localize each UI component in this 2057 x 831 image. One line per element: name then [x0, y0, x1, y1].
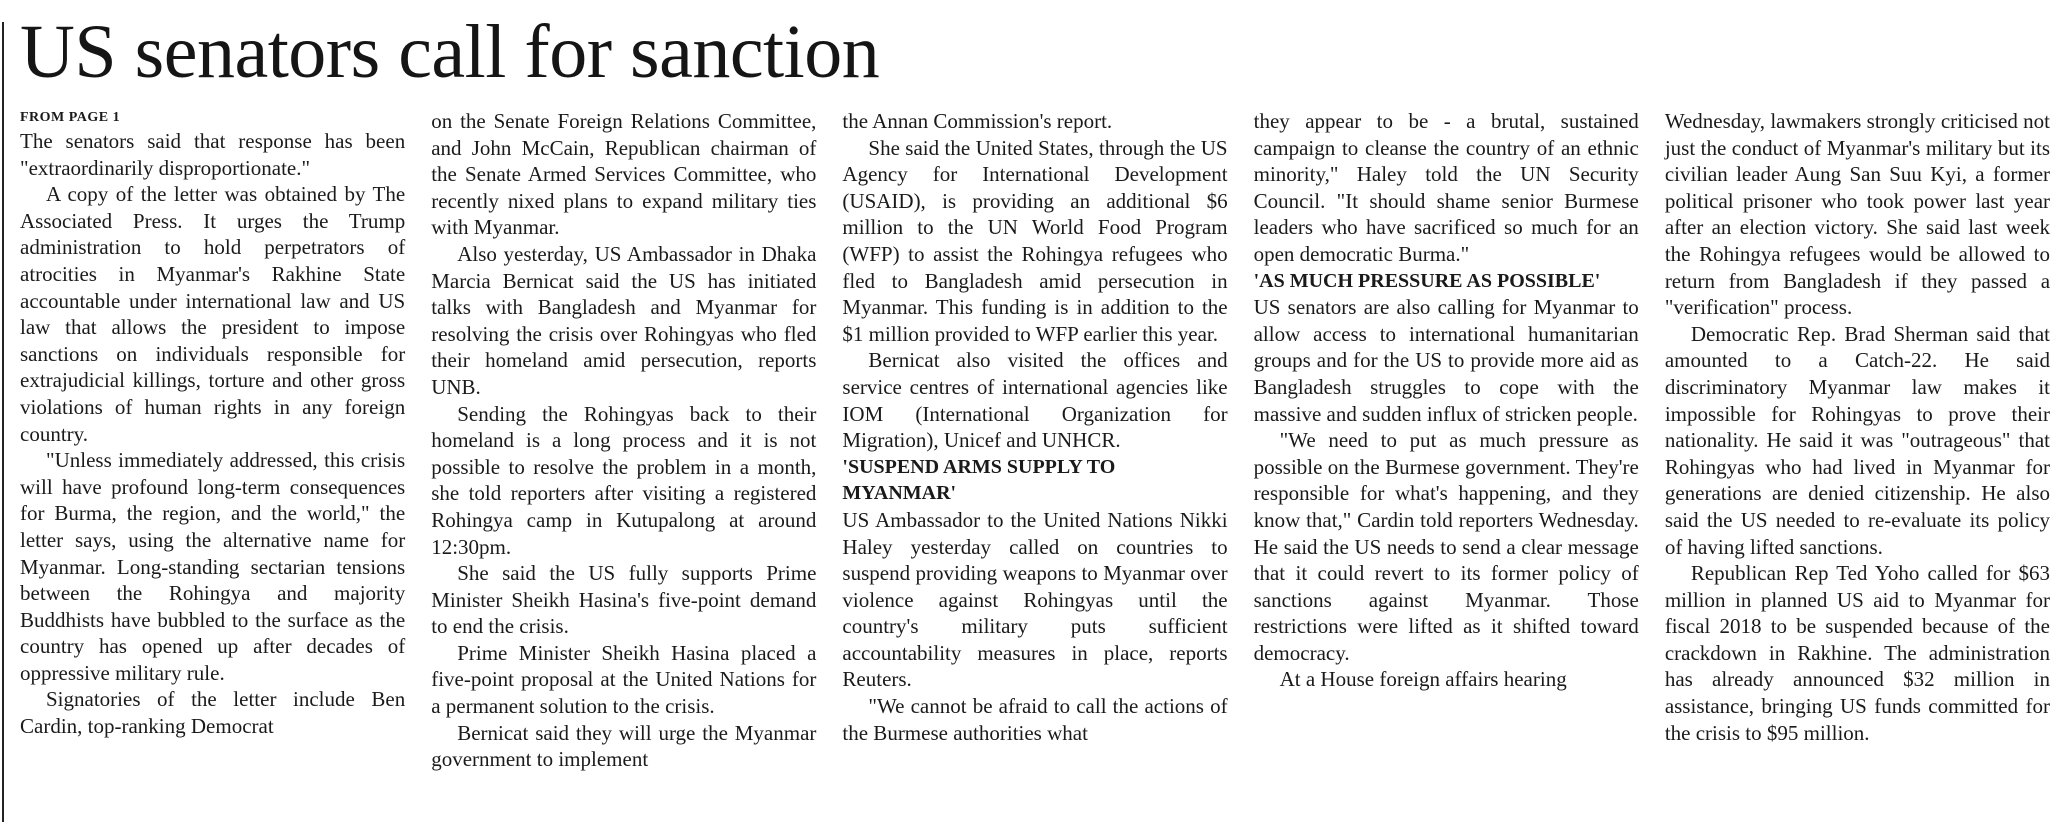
paragraph: She said the US fully supports Prime Minister Sheikh Hasina's five-point demand to end the crisis. [431, 561, 817, 639]
column-2 [431, 108, 816, 824]
paragraph: "We need to put as much pressure as possible on the Burmese government. They're responsible for what's happening, and they know that," Cardin told reporters Wednesday. He said the US needs to send a clear message that it could revert to its former policy of sanctions against Myanmar. Those restrictions were lifted as it shifted toward democracy. [1253, 428, 1639, 665]
column-1 [20, 108, 405, 824]
paragraph: Democratic Rep. Brad Sherman said that amounted to a Catch-22. He said discriminatory Myanmar law makes it impossible for Rohingyas to prove their nationality. He said it was "outrageous" that Rohingyas who had lived in Myanmar for generations are denied citizenship. He also said the US needed to re-evaluate its policy of having lifted sanctions. [1664, 321, 2051, 559]
paragraph: Republican Rep Ted Yoho called for $63 million in planned US aid to Myanmar for fiscal 2018 to be suspended because of the crackdown in Rakhine. The administration has already announced $32 million in assistance, bringing US funds committed for the crisis to $95 million. [1664, 561, 2051, 745]
column-3 [842, 108, 1227, 824]
paragraph: Prime Minister Sheikh Hasina placed a five-point proposal at the United Nations for a permanent solution to the crisis. [431, 640, 817, 719]
paragraph: Also yesterday, US Ambassador in Dhaka Marcia Bernicat said the US has initiated talks with Bangladesh and Myanmar for resolving the crisis over Rohingyas who fled their homeland amid persecution, reports UNB. [431, 241, 817, 399]
paragraph: At a House foreign affairs hearing [1279, 667, 1567, 692]
subheading: 'SUSPEND ARMS SUPPLY TO MYANMAR' [842, 455, 1116, 505]
paragraph: She said the United States, through the US Agency for International Development (USAID), is providing an additional $6 million to the UN World Food Program (WFP) to assist the Rohingya refugees who fled to Bangladesh amid persecution in Myanmar. This funding is in addition to the $1 million provided to WFP earlier this year. [842, 135, 1228, 346]
paragraph: the Annan Commission's report. [842, 109, 1113, 133]
paragraph: "We cannot be afraid to call the actions of the Burmese authorities what [842, 694, 1228, 745]
column-4 [1254, 108, 1639, 824]
paragraph: US senators are also calling for Myanmar to allow access to international humanitarian groups and for the US to provide more aid as Bangladesh struggles to cope with the massive and sudden influx of stricken people. [1253, 295, 1639, 426]
paragraph: The senators said that response has been "extraordinarily disproportionate." [20, 129, 406, 180]
paragraph: Bernicat said they will urge the Myanmar government to implement [431, 720, 817, 772]
paragraph: Wednesday, lawmakers strongly criticised not just the conduct of Myanmar's military but its civilian leader Aung San Suu Kyi, a former political prisoner who took power last year after an election victory. She said last week the Rohingya refugees would be allowed to return from Bangladesh if they passed a "verification" process. [1664, 109, 2051, 320]
paragraph: "Unless immediately addressed, this crisis will have profound long-term consequences for Burma, the region, and the world," the letter says, using the alternative name for Myanmar. Long-standing sectarian tensions between the Rohingya and majority Buddhists have bubbled to the surface as the country has opened up after decades of oppressive military rule. [20, 448, 406, 685]
kicker: FROM PAGE 1 [20, 110, 121, 125]
paragraph: Sending the Rohingyas back to their homeland is a long process and it is not possible to resolve the problem in a month, she told reporters after visiting a registered Rohingya camp in Kutupalong at around 12:30pm. [431, 401, 817, 559]
paragraph: on the Senate Foreign Relations Committee, and John McCain, Republican chairman of the Senate Armed Services Committee, who recently nixed plans to expand military ties with Myanmar. [431, 109, 817, 240]
paragraph: US Ambassador to the United Nations Nikki Haley yesterday called on countries to suspend providing weapons to Myanmar over violence against Rohingyas until the country's military puts sufficient accountability measures in place, reports Reuters. [842, 507, 1228, 692]
article-body [20, 108, 2050, 824]
column-5 [1665, 108, 2050, 824]
left-column-rule [2, 22, 4, 822]
paragraph: Bernicat also visited the offices and service centres of international agencies like IOM (International Organization for Migration), Unicef and UNHCR. [842, 348, 1228, 453]
paragraph: Signatories of the letter include Ben Cardin, top-ranking Democrat [20, 687, 406, 739]
headline: US senators call for sanction [20, 10, 880, 94]
subheading: 'AS MUCH PRESSURE AS POSSIBLE' [1253, 269, 1601, 292]
paragraph: they appear to be - a brutal, sustained campaign to cleanse the country of an ethnic minority," Haley told the UN Security Council. "It should shame senior Burmese leaders who have sacrificed so much for an open democratic Burma." [1253, 109, 1639, 266]
paragraph: A copy of the letter was obtained by The Associated Press. It urges the Trump administration to hold perpetrators of atrocities in Myanmar's Rakhine State accountable under international law and US law that allows the president to impose sanctions on individuals responsible for extrajudicial killings, torture and other gross violations of human rights in any foreign country. [20, 182, 406, 446]
